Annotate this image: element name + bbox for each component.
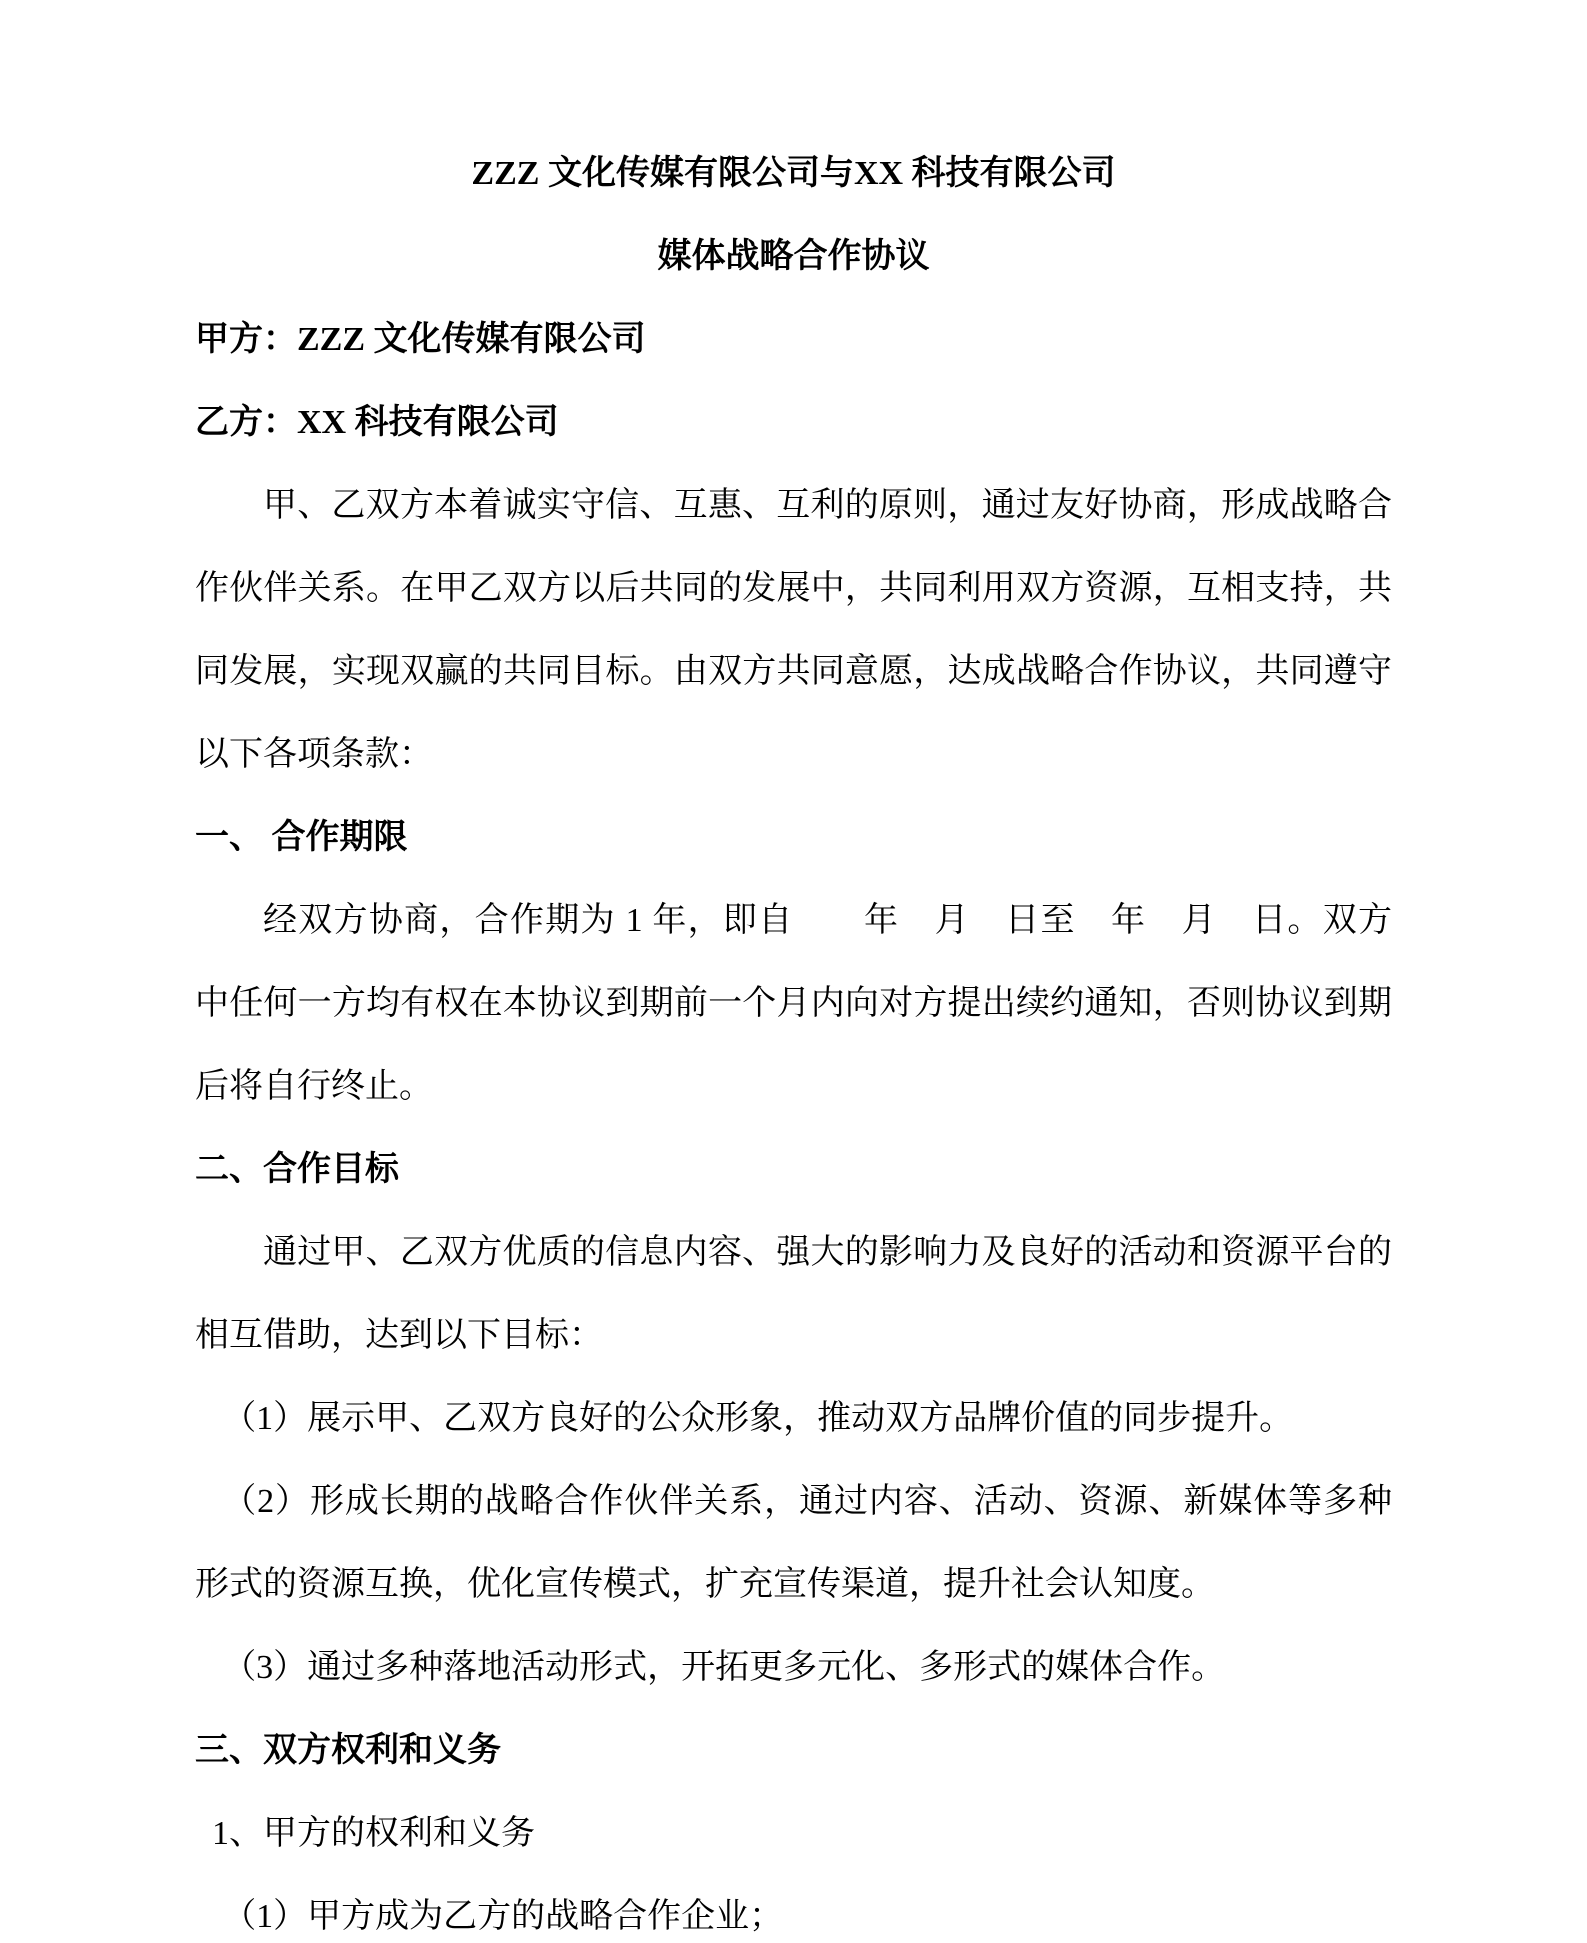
- preamble-line-3: 同发展，实现双赢的共同目标。由双方共同意愿，达成战略合作协议，共同遵守: [195, 653, 1392, 690]
- preamble-line-1: 甲、乙双方本着诚实守信、互惠、互利的原则，通过友好协商，形成战略合: [263, 487, 1392, 524]
- document-content: [195, 0, 1392, 1943]
- section-2-item-1: （1）展示甲、乙双方良好的公众形象，推动双方品牌价值的同步提升。: [222, 1400, 1294, 1437]
- section-2-item-2-line-2: 形式的资源互换，优化宣传模式，扩充宣传渠道，提升社会认知度。: [195, 1566, 1215, 1603]
- section-1-line-1: 经双方协商，合作期为 1 年，即自 年 月 日至 年 月 日。双方: [263, 902, 1392, 939]
- section-3-item-1: （1）甲方成为乙方的战略合作企业；: [222, 1898, 784, 1935]
- section-1-line-2: 中任何一方均有权在本协议到期前一个月内向对方提出续约通知，否则协议到期: [195, 985, 1392, 1022]
- section-2-item-3: （3）通过多种落地活动形式，开拓更多元化、多形式的媒体合作。: [222, 1649, 1226, 1686]
- section-2-heading: 二、合作目标: [195, 1151, 399, 1188]
- document-title-line1: ZZZ 文化传媒有限公司与XX 科技有限公司: [471, 155, 1116, 192]
- section-2-line-1: 通过甲、乙双方优质的信息内容、强大的影响力及良好的活动和资源平台的: [263, 1234, 1392, 1271]
- preamble-line-4: 以下各项条款：: [195, 736, 433, 773]
- section-1-heading: 一、 合作期限: [195, 819, 408, 856]
- section-2-item-2-line-1: （2）形成长期的战略合作伙伴关系，通过内容、活动、资源、新媒体等多种: [222, 1483, 1392, 1520]
- document-title-line2: 媒体战略合作协议: [657, 238, 930, 275]
- section-2-line-2: 相互借助，达到以下目标：: [195, 1317, 603, 1354]
- section-3-heading: 三、双方权利和义务: [195, 1732, 501, 1769]
- section-1-line-3: 后将自行终止。: [195, 1068, 433, 1105]
- party-a-line: 甲方：ZZZ 文化传媒有限公司: [195, 321, 646, 358]
- preamble-line-2: 作伙伴关系。在甲乙双方以后共同的发展中，共同利用双方资源，互相支持，共: [195, 570, 1392, 607]
- section-3-subheading: 1、甲方的权利和义务: [212, 1815, 535, 1852]
- party-b-line: 乙方：XX 科技有限公司: [195, 404, 559, 441]
